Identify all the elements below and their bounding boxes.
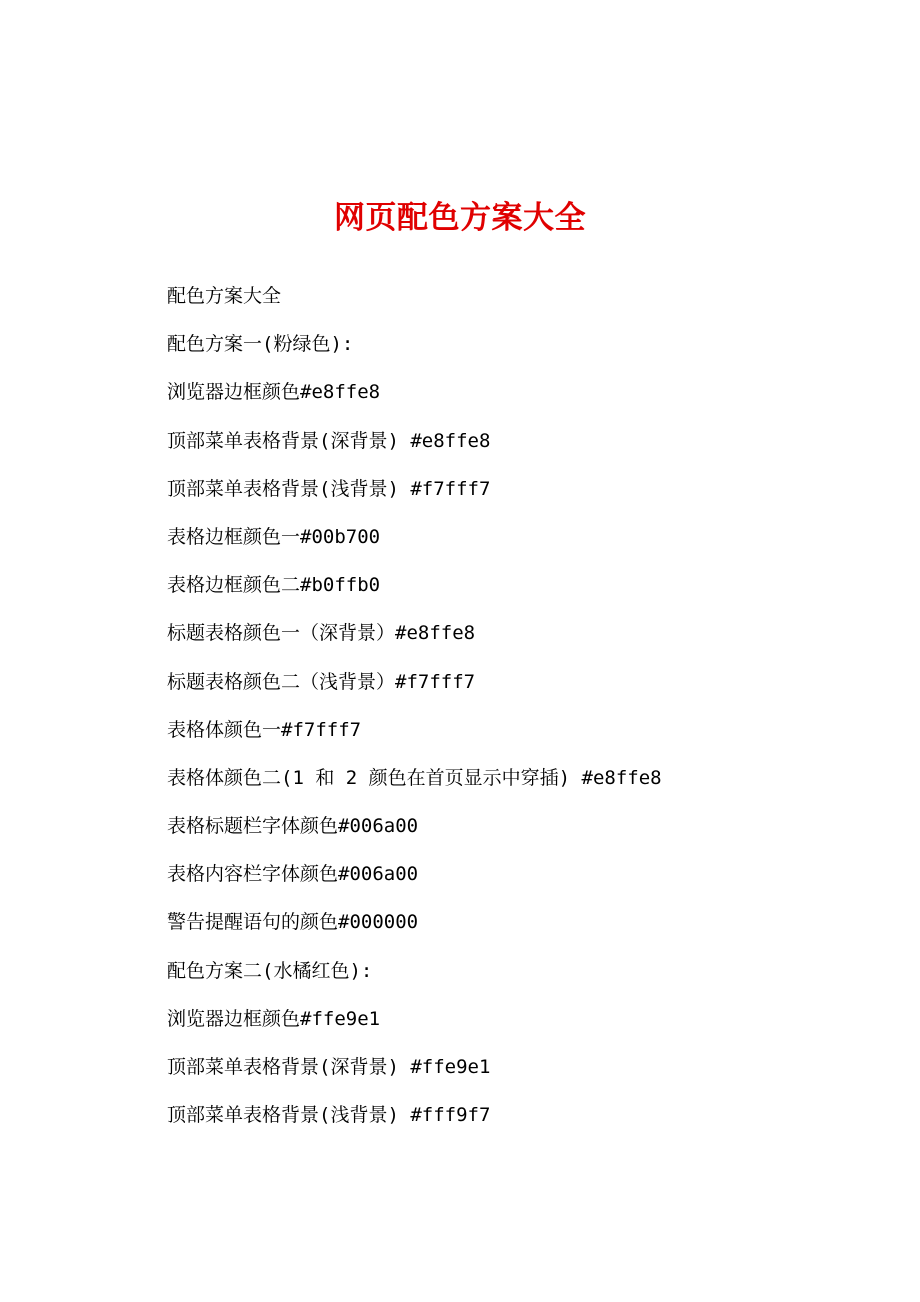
document-line: 配色方案大全 [167,285,282,307]
document-line: 表格边框颜色二#b0ffb0 [167,574,381,597]
document-line: 表格体颜色一#f7fff7 [167,718,362,741]
document-line: 表格内容栏字体颜色#006a00 [167,863,419,886]
document-line: 顶部菜单表格背景(浅背景) #f7fff7 [167,477,491,500]
document-line: 顶部菜单表格背景(深背景) #ffe9e1 [167,1056,491,1078]
document-title: 网页配色方案大全 [334,200,586,236]
document-line: 标题表格颜色一（深背景）#e8ffe8 [167,622,476,645]
document-line: 浏览器边框颜色#ffe9e1 [167,1007,381,1030]
document-body [167,280,887,1147]
document-line: 浏览器边框颜色#e8ffe8 [167,381,381,404]
document-line: 配色方案一(粉绿色): [167,333,354,356]
document-line: 表格体颜色二(1 和 2 颜色在首页显示中穿插) #e8ffe8 [167,766,662,789]
document-line: 标题表格颜色二（浅背景）#f7fff7 [167,670,476,693]
document-line: 警告提醒语句的颜色#000000 [167,911,419,934]
document-line: 表格标题栏字体颜色#006a00 [167,815,419,838]
document-line: 配色方案二(水橘红色): [167,959,373,982]
document-line: 表格边框颜色一#00b700 [167,525,381,548]
document-line: 顶部菜单表格背景(浅背景) #fff9f7 [167,1104,491,1127]
document-line: 顶部菜单表格背景(深背景) #e8ffe8 [167,429,491,452]
